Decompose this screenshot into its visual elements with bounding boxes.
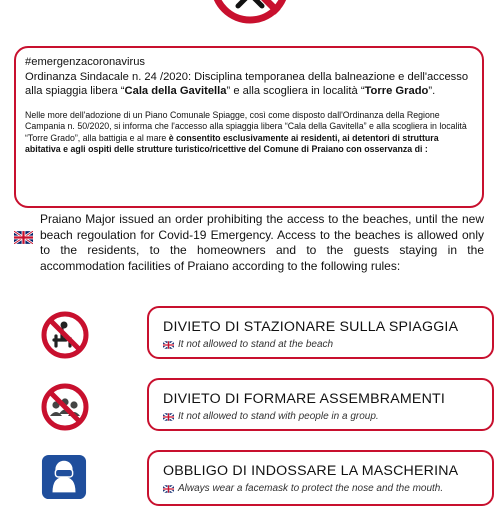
place-name: Torre Grado (364, 85, 429, 97)
place-name: Cala della Gavitella (124, 85, 227, 97)
english-notice: Praiano Major issued an order prohibiting the access to the beaches, until the new beach regoulation for Covid-19 Emergency. Access to the beaches is allowed only to the residents, to the homeowners and to the guests staying in the accommodation facilities of Praiano according to the following rules: (40, 212, 484, 273)
rule-title: OBBLIGO DI INDOSSARE LA MASCHERINA (163, 463, 459, 479)
uk-flag-icon (163, 413, 174, 421)
rule-card (147, 450, 494, 506)
rule-subtitle: Always wear a facemask to protect the nose and the mouth. (163, 483, 492, 494)
uk-flag-icon (14, 231, 33, 244)
facemask-icon (40, 454, 88, 500)
no-gathering-icon (40, 382, 90, 432)
ordinance-body: Nelle more dell'adozione di un Piano Comunale Spiagge, così come disposto dall'Ordinanza della Regione Campania n. 50/2020, si informa che l'accesso alla spiaggia libera “Cala della Gavitella” e alla scogliera in località “Torre Grado”, alla battigia e al mare è consentito esclusivamente ai residenti, ai detentori di struttura abitativa e agli ospiti delle strutture turistico/ricettive del Comune di Praiano con osservanza di : (25, 110, 467, 155)
rule-card (147, 306, 494, 359)
rule-subtitle: It not allowed to stand at the beach (163, 339, 492, 350)
rule-title: DIVIETO DI FORMARE ASSEMBRAMENTI (163, 391, 446, 407)
no-sitting-icon (40, 310, 90, 360)
ordinance-title: Ordinanza Sindacale n. 24 /2020: Disciplina temporanea della balneazione e dell'accesso alla spiaggia libera “Cala della Gavitella” e alla scogliera in località “Torre Grado”. (25, 71, 469, 97)
rule-title: DIVIETO DI STAZIONARE SULLA SPIAGGIA (163, 319, 459, 335)
hashtag: #emergenzacoronavirus (25, 56, 146, 68)
rule-subtitle: It not allowed to stand with people in a group. (163, 411, 492, 422)
uk-flag-icon (163, 485, 174, 493)
rule-card (147, 378, 494, 431)
prohibition-sign-icon (208, 0, 292, 24)
uk-flag-icon (163, 341, 174, 349)
ordinance-box (14, 46, 484, 208)
